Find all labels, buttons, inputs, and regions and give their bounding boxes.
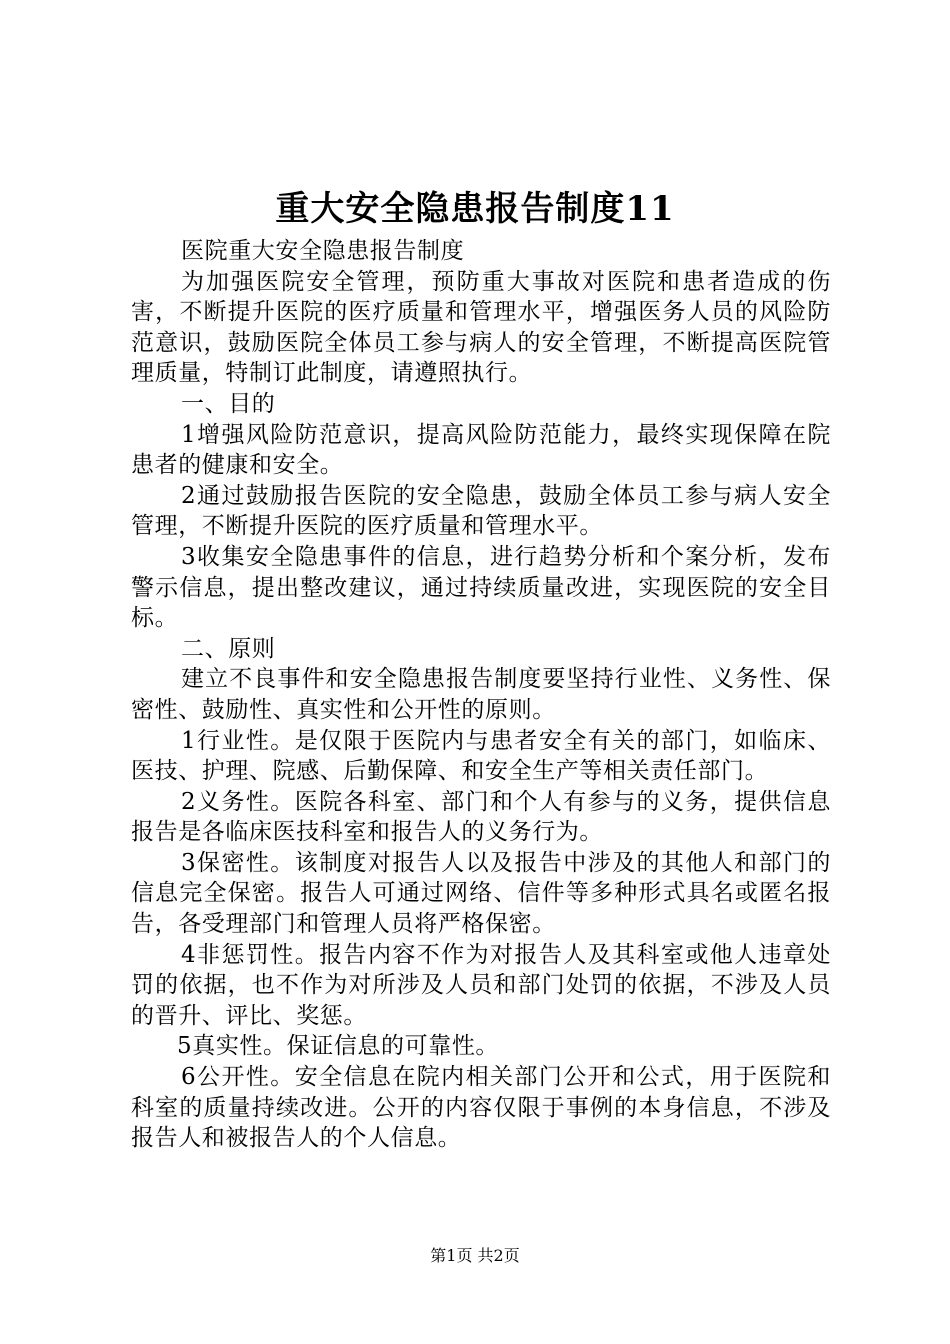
paragraph-principle-4: 4非惩罚性。报告内容不作为对报告人及其科室或他人违章处罚的依据，也不作为对所涉及人员和部门处罚的依据，不涉及人员的晋升、评比、奖惩。 <box>131 941 831 1029</box>
paragraph-purpose-2: 2通过鼓励报告医院的安全隐患，鼓励全体员工参与病人安全管理，不断提升医院的医疗质量和管理水平。 <box>131 482 831 540</box>
paragraph-principle-2: 2义务性。医院各科室、部门和个人有参与的义务，提供信息报告是各临床医技科室和报告人的义务行为。 <box>131 788 831 846</box>
paragraph-principle-5: 5真实性。保证信息的可靠性。 <box>177 1033 500 1060</box>
paragraph-purpose-1: 1增强风险防范意识，提高风险防范能力，最终实现保障在院患者的健康和安全。 <box>131 421 831 479</box>
paragraph-heading: 医院重大安全隐患报告制度 <box>181 238 465 264</box>
paragraph-purpose-3: 3收集安全隐患事件的信息，进行趋势分析和个案分析，发布警示信息，提出整改建议，通过持续质量改进，实现医院的安全目标。 <box>131 543 831 632</box>
document-body <box>131 236 831 1154</box>
paragraph-principle-3: 3保密性。该制度对报告人以及报告中涉及的其他人和部门的信息完全保密。报告人可通过网络、信件等多种形式具名或匿名报告，各受理部门和管理人员将严格保密。 <box>131 849 831 938</box>
section-heading-principles: 二、原则 <box>181 635 276 662</box>
paragraph-intro: 为加强医院安全管理，预防重大事故对医院和患者造成的伤害，不断提升医院的医疗质量和管理水平，增强医务人员的风险防范意识，鼓励医院全体员工参与病人的安全管理，不断提高医院管理质量，特制订此制度，请遵照执行。 <box>131 268 831 387</box>
section-heading-purpose: 一、目的 <box>181 390 276 417</box>
document-title: 重大安全隐患报告制度11 <box>275 189 675 229</box>
paragraph-principle-6: 6公开性。安全信息在院内相关部门公开和公式，用于医院和科室的质量持续改进。公开的内容仅限于事例的本身信息，不涉及报告人和被报告人的个人信息。 <box>131 1064 831 1152</box>
paragraph-principles-intro: 建立不良事件和安全隐患报告制度要坚持行业性、义务性、保密性、鼓励性、真实性和公开性的原则。 <box>131 666 831 723</box>
page-number-footer: 第1页 共2页 <box>430 1246 520 1265</box>
paragraph-principle-1: 1行业性。是仅限于医院内与患者安全有关的部门，如临床、医技、护理、院感、后勤保障、和安全生产等相关责任部门。 <box>131 727 831 785</box>
